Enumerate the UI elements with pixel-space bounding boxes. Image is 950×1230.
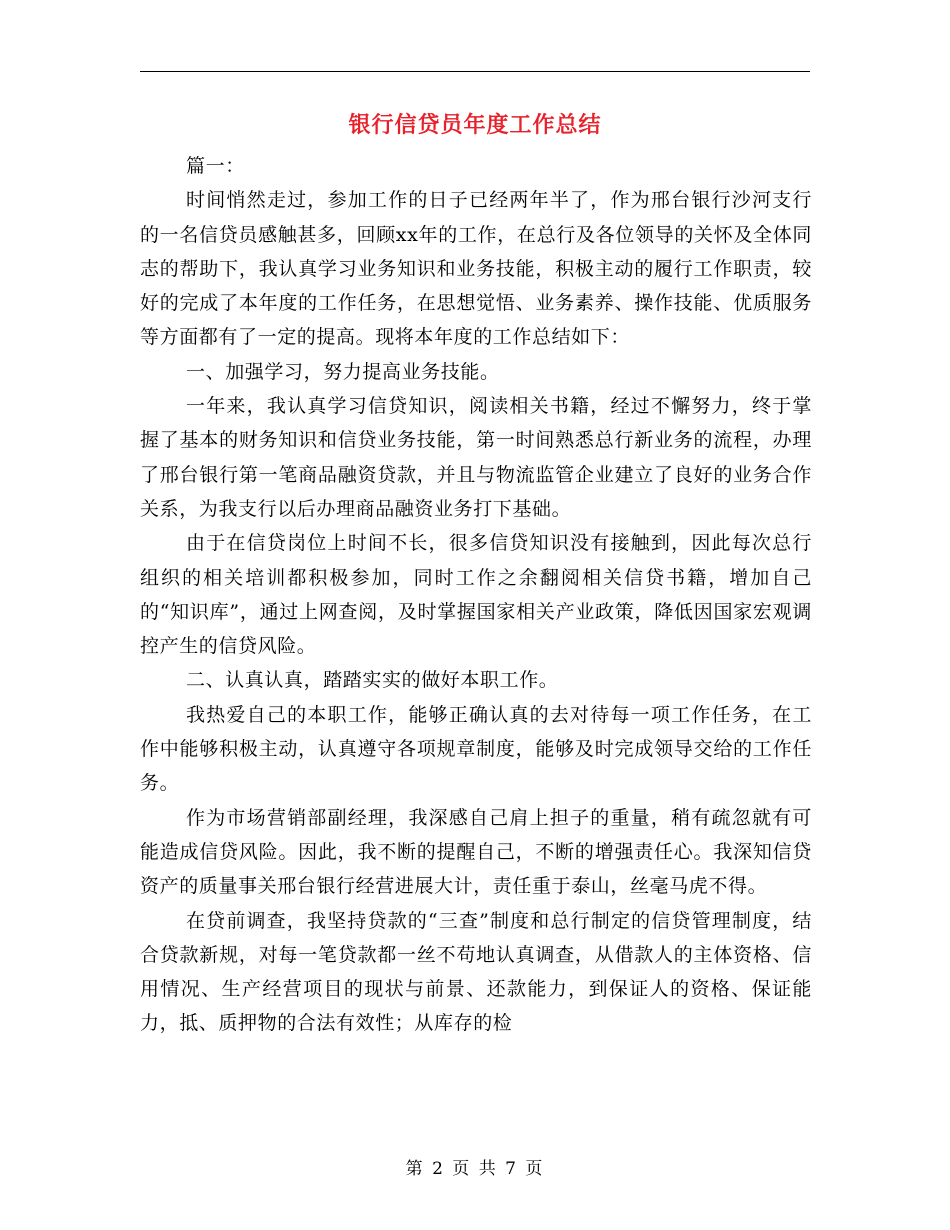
paragraph-study-achievements: 一年来，我认真学习信贷知识，阅读相关书籍，经过不懈努力，终于掌握了基本的财务知识和信贷业务技能，第一时间熟悉总行新业务的流程，办理了邢台银行第一笔商品融资贷款，并且与物流监管企业建立了良好的业务合作关系，为我支行以后办理商品融资业务打下基础。 [140, 395, 812, 520]
paragraph-heading-2: 二、认真认真，踏踏实实的做好本职工作。 [186, 669, 559, 692]
paragraph-section-label: 篇一： [186, 155, 245, 177]
paragraph-training: 由于在信贷岗位上时间不长，很多信贷知识没有接触到，因此每次总行组织的相关培训都积极参加，同时工作之余翻阅相关信贷书籍，增加自己的“知识库”，通过上网查阅，及时掌握国家相关产业政策，降低因国家宏观调控产生的信贷风险。 [140, 532, 812, 658]
paragraph-pre-loan-investigation: 在贷前调查，我坚持贷款的“三查”制度和总行制定的信贷管理制度，结合贷款新规，对每一笔贷款都一丝不苟地认真调查，从借款人的主体资格、信用情况、生产经营项目的现状与前景、还款能力，到保证人的资格、保证能力，抵、质押物的合法有效性；从库存的检 [140, 909, 812, 1035]
document-title: 银行信贷员年度工作总结 [348, 112, 602, 138]
paragraph-heading-1: 一、加强学习，努力提高业务技能。 [186, 360, 500, 383]
paragraph-work-attitude: 我热爱自己的本职工作，能够正确认真的去对待每一项工作任务，在工作中能够积极主动，认真遵守各项规章制度，能够及时完成领导交给的工作任务。 [140, 703, 812, 795]
header-rule [140, 71, 810, 72]
document-body [140, 149, 812, 1041]
paragraph-responsibility: 作为市场营销部副经理，我深感自己肩上担子的重量，稍有疏忽就有可能造成信贷风险。因此，我不断的提醒自己，不断的增强责任心。我深知信贷资产的质量事关邢台银行经营进展大计，责任重于泰山，丝毫马虎不得。 [140, 806, 812, 898]
paragraph-intro: 时间悄然走过，参加工作的日子已经两年半了，作为邢台银行沙河支行的一名信贷员感触甚多，回顾xx年的工作，在总行及各位领导的关怀及全体同志的帮助下，我认真学习业务知识和业务技能，积极主动的履行工作职责，较好的完成了本年度的工作任务，在思想觉悟、业务素养、操作技能、优质服务等方面都有了一定的提高。现将本年度的工作总结如下： [140, 189, 812, 349]
page-number-footer: 第 2 页 共 7 页 [405, 1159, 545, 1179]
